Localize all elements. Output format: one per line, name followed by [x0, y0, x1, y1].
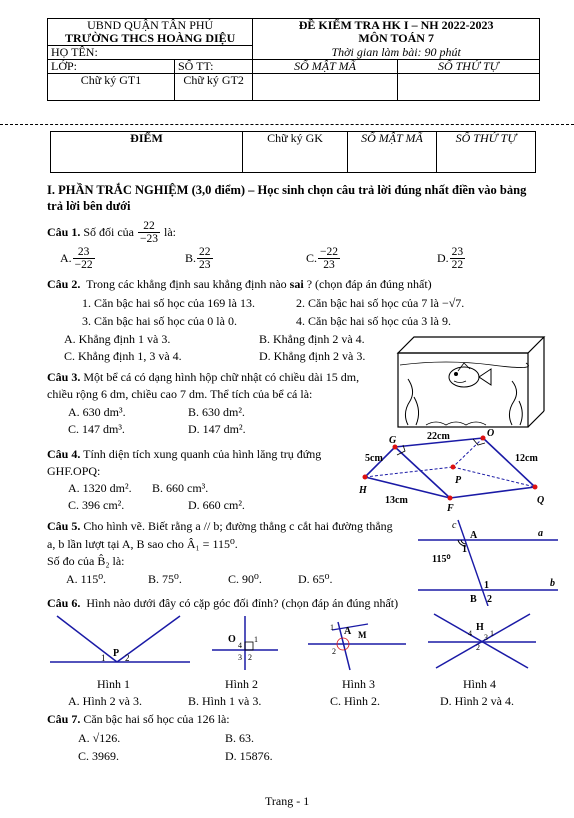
- label-5cm: 5cm: [365, 453, 383, 464]
- figure-4-caption: Hình 4: [463, 677, 496, 691]
- seq-no-box[interactable]: [397, 74, 539, 101]
- q7: Câu 7. Căn bậc hai số học của 126 là:: [47, 712, 230, 726]
- q1-label: Câu 1.: [47, 225, 81, 239]
- secret-no-box[interactable]: [253, 74, 397, 101]
- label-h: H: [359, 485, 367, 496]
- q1-option-a[interactable]: A. $\frac{23}{-22}$: [60, 246, 93, 271]
- q1: [47, 219, 176, 245]
- name-field[interactable]: HỌ TÊN:: [48, 46, 253, 60]
- prism-figure: [355, 425, 555, 515]
- q4-option-b[interactable]: B. 660 cm³.: [152, 481, 209, 495]
- header-table: [47, 18, 540, 101]
- q6-option-b[interactable]: B. Hình 1 và 3.: [188, 694, 262, 708]
- exam-title: ĐỀ KIỂM TRA HK I – NH 2022-2023: [253, 19, 540, 33]
- svg-text:2: 2: [248, 653, 252, 662]
- q2-statement-3: 3. Căn bậc hai số học của 0 là 0.: [82, 314, 237, 328]
- q6-option-a[interactable]: A. Hình 2 và 3.: [68, 694, 142, 708]
- q3-line-2: chiều rộng 6 dm, chiều cao 7 dm. Thể tích của bể cá là:: [47, 387, 313, 401]
- figure-2: [210, 614, 280, 672]
- svg-text:O: O: [228, 634, 236, 645]
- q7-option-a[interactable]: A. √126.: [78, 731, 121, 745]
- svg-text:3: 3: [238, 653, 242, 662]
- figure-2-caption: Hình 2: [225, 677, 258, 691]
- q1-option-c[interactable]: C. $\frac{-22}{23}$: [306, 246, 339, 271]
- q1-option-b[interactable]: B. $\frac{22}{23}$: [185, 246, 211, 271]
- label-f: F: [447, 503, 454, 514]
- label-point-b: B: [470, 594, 477, 605]
- figure-1: [45, 612, 195, 674]
- label-p: P: [455, 475, 462, 486]
- svg-text:1: 1: [330, 623, 334, 632]
- secret-no-header: SỐ MẬT MÃ: [253, 60, 397, 74]
- school: TRƯỜNG THCS HOÀNG DIỆU: [48, 32, 253, 46]
- label-12cm: 12cm: [515, 453, 538, 464]
- aquarium-figure: [396, 335, 546, 430]
- label-a: a: [538, 528, 543, 539]
- q5-option-c[interactable]: C. 90⁰.: [228, 572, 262, 586]
- gk-signature[interactable]: Chữ ký GK: [243, 132, 348, 173]
- q6-option-c[interactable]: C. Hình 2.: [330, 694, 381, 708]
- q1-tail: là:: [164, 225, 177, 239]
- q3-option-d[interactable]: D. 147 dm².: [188, 422, 246, 436]
- figure-4: [428, 610, 538, 672]
- label-b: b: [550, 578, 555, 589]
- time: Thời gian làm bài: 90 phút: [253, 46, 540, 60]
- gt2-signature[interactable]: Chữ ký GT2: [175, 74, 253, 101]
- figure-1-caption: Hình 1: [97, 677, 130, 691]
- gt1-signature[interactable]: Chữ ký GT1: [48, 74, 175, 101]
- q3-option-a[interactable]: A. 630 dm³.: [68, 405, 126, 419]
- q2-statement-2: 2. Căn bậc hai số học của 7 là −√7.: [296, 296, 465, 310]
- svg-text:A: A: [344, 626, 352, 637]
- q1-text: Số đối của: [83, 225, 135, 239]
- svg-text:4: 4: [468, 629, 472, 638]
- svg-text:P: P: [113, 648, 120, 659]
- order-field[interactable]: SỐ TT:: [175, 60, 253, 74]
- score-cell[interactable]: ĐIỂM: [51, 132, 243, 173]
- svg-text:1: 1: [490, 629, 494, 638]
- label-c: c: [452, 520, 457, 531]
- seq-no-header: SỐ THỨ TỰ: [397, 60, 539, 74]
- subject: MÔN TOÁN 7: [253, 32, 540, 46]
- svg-text:4: 4: [238, 641, 242, 650]
- figure-3: [308, 614, 408, 672]
- q6: Câu 6. Hình nào dưới đây có cặp góc đối đỉnh? (chọn đáp án đúng nhất): [47, 596, 399, 610]
- label-q: Q: [537, 495, 545, 506]
- class-field[interactable]: LỚP:: [48, 60, 175, 74]
- cut-line: [0, 124, 574, 125]
- label-angle-2: 2: [487, 594, 492, 605]
- parallel-lines-figure: [418, 516, 563, 606]
- q1-fraction: $\frac{22}{-23}$: [140, 219, 159, 245]
- q1-option-d[interactable]: D. $\frac{23}{22}$: [437, 246, 464, 271]
- q5-line-1: Câu 5. Cho hình vẽ. Biết rằng a // b; đường thẳng c cắt hai đường thẳng: [47, 519, 393, 533]
- svg-text:2: 2: [332, 647, 336, 656]
- q5-option-b[interactable]: B. 75⁰.: [148, 572, 182, 586]
- q4-line-2: GHF.OPQ:: [47, 464, 101, 478]
- label-point-a: A: [470, 530, 478, 541]
- label-angle-b1: 1: [484, 580, 489, 591]
- svg-text:2: 2: [476, 643, 480, 652]
- label-22cm: 22cm: [427, 431, 450, 442]
- svg-text:3: 3: [484, 633, 488, 642]
- label-g: G: [389, 435, 397, 446]
- q3-option-b[interactable]: B. 630 dm².: [188, 405, 245, 419]
- label-13cm: 13cm: [385, 495, 408, 506]
- q2-statement-1: 1. Căn bậc hai số học của 169 là 13.: [82, 296, 255, 310]
- q2-option-c[interactable]: C. Khẳng định 1, 3 và 4.: [64, 349, 182, 363]
- svg-text:M: M: [358, 630, 367, 640]
- seq-no-score: SỐ THỨ TỰ: [437, 132, 536, 173]
- secret-no-score: SỐ MẬT MÃ: [348, 132, 437, 173]
- district: UBND QUẬN TÂN PHÚ: [48, 19, 253, 33]
- label-angle-1: 1: [462, 544, 467, 555]
- q2-option-b[interactable]: B. Khẳng định 2 và 4.: [259, 332, 365, 346]
- svg-text:2: 2: [125, 653, 130, 663]
- q2-option-a[interactable]: A. Khẳng định 1 và 3.: [64, 332, 171, 346]
- svg-text:1: 1: [101, 653, 106, 663]
- q7-option-d[interactable]: D. 15876.: [225, 749, 273, 763]
- figure-3-caption: Hình 3: [342, 677, 375, 691]
- fish-icon: [449, 363, 491, 387]
- score-table: [50, 131, 536, 173]
- q4-option-a[interactable]: A. 1320 dm².: [68, 481, 132, 495]
- section1-title-2: trả lời bên dưới: [47, 199, 131, 213]
- q5-line-2: a, b lần lượt tại A, B sao cho Â₁ = 115⁰.: [47, 537, 238, 551]
- q4-option-c[interactable]: C. 396 cm².: [68, 498, 125, 512]
- section1-title: I. PHẦN TRẮC NGHIỆM (3,0 điểm) – Học sinh chọn câu trả lời đúng nhất điền vào bảng: [47, 183, 527, 197]
- q7-option-b[interactable]: B. 63.: [225, 731, 255, 745]
- q7-option-c[interactable]: C. 3969.: [78, 749, 120, 763]
- label-o: O: [487, 428, 495, 439]
- q4-line-1: Câu 4. Tính diện tích xung quanh của hình lăng trụ đứng: [47, 447, 322, 461]
- q2: Câu 2. Trong các khẳng định sau khẳng định nào sai ? (chọn đáp án đúng nhất): [47, 277, 432, 291]
- q3-option-c[interactable]: C. 147 dm³.: [68, 422, 125, 436]
- svg-text:H: H: [476, 622, 484, 633]
- q5-option-d[interactable]: D. 65⁰.: [298, 572, 333, 586]
- q6-option-d[interactable]: D. Hình 2 và 4.: [440, 694, 514, 708]
- q3-line-1: Câu 3. Một bể cá có dạng hình hộp chữ nhật có chiều dài 15 dm,: [47, 370, 360, 384]
- q5-line-3: Số đo của B̂₂ là:: [47, 554, 125, 568]
- q2-option-d[interactable]: D. Khẳng định 2 và 3.: [259, 349, 366, 363]
- q4-option-d[interactable]: D. 660 cm².: [188, 498, 245, 512]
- page-number: Trang - 1: [265, 794, 310, 808]
- q2-statement-4: 4. Căn bậc hai số học của 3 là 9.: [296, 314, 451, 328]
- q5-option-a[interactable]: A. 115⁰.: [66, 572, 107, 586]
- label-115: 115⁰: [432, 554, 451, 565]
- svg-text:1: 1: [254, 635, 258, 644]
